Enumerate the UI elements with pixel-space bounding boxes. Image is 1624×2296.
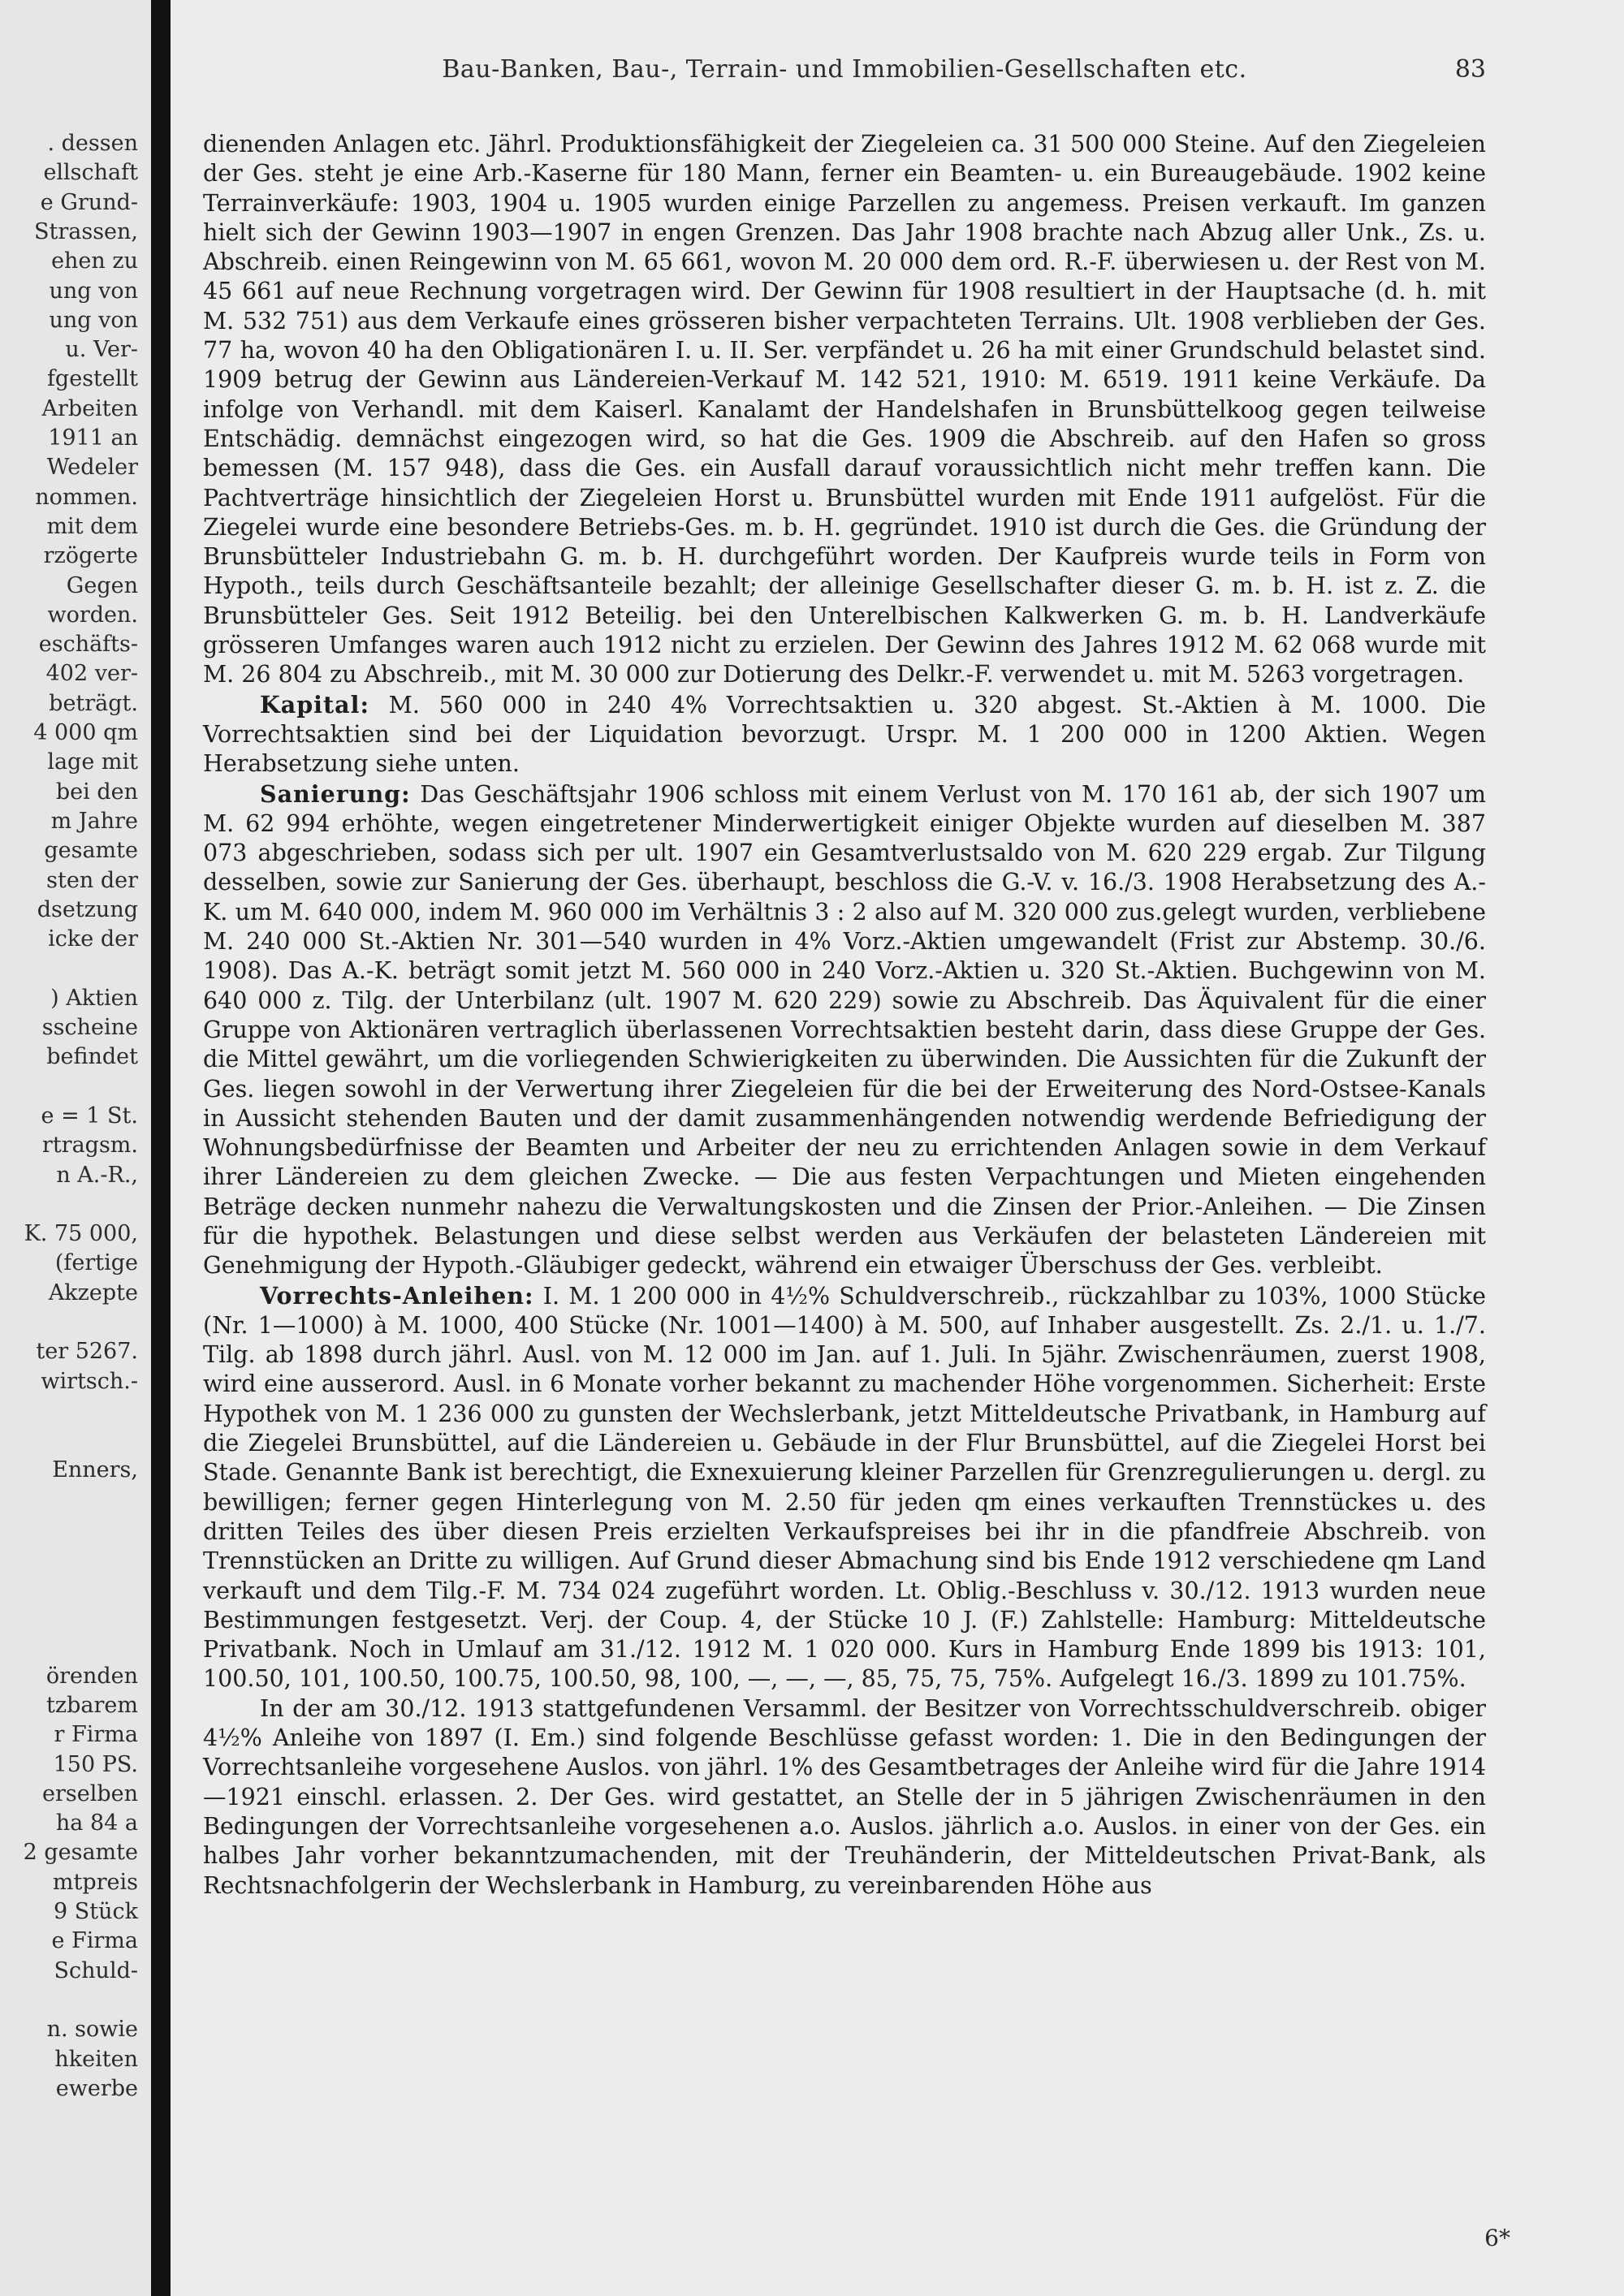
adjacent-page-line: e = 1 St. [41,1103,138,1129]
adjacent-page-line: wirtsch.- [41,1368,138,1394]
adjacent-page-line: ung von [49,278,138,304]
adjacent-page-line: . dessen [47,131,138,156]
vorrechts-heading: Vorrechts-Anleihen: [260,1281,534,1310]
adjacent-page-line: icke der [48,926,138,952]
adjacent-page-line: tzbarem [46,1692,138,1718]
adjacent-page-line: sten der [46,867,138,893]
adjacent-page-line: n. sowie [46,2017,138,2043]
adjacent-page-line: gesamte [44,838,138,864]
vorrechts-text: I. M. 1 200 000 in 4½% Schuldverschreib., rückzahlbar zu 103%, 1000 Stücke (Nr. 1—1000) à M. 1000, 400 Stücke (Nr. 1001—1400) à M. 500, auf Inhaber ausgestellt. Zs. 2./1. u. 1./7. Tilg. ab 1898 durch jährl. Ausl. von M. 12 000 im Jan. auf 1. Juli. In 5jähr. Zwischenräumen, zuerst 1908, wird eine ausserord. Ausl. in 6 Monate vorher bekannt zu machender Höhe vorgenommen. Sicherheit: Erste Hypothek von M. 1 236 000 zu gunsten der Wechslerbank, jetzt Mitteldeutsche Privatbank, in Hamburg auf die Ziegelei Brunsbüttel, auf die Ländereien u. Gebäude in der Flur Brunsbüttel, auf die Ziegelei Horst bei Stade. Genannte Bank ist berechtigt, die Exnexuierung kleiner Parzellen für Grenzregulierungen u. dergl. zu bewilligen; ferner gegen Hinterlegung von M. 2.50 für jeden qm eines verkauften Trennstückes u. des dritten Teiles des über diesen Preis erzielten Verkaufspreises bei ihr in die pfandfreie Abschreib. von Trennstücken an Dritte zu willigen. Auf Grund dieser Abmachung sind bis Ende 1912 verschiedene qm Land verkauft und dem Tilg.-F. M. 734 024 zugeführt worden. Lt. Oblig.-Beschluss v. 30./12. 1913 wurden neue Bestimmungen festgesetzt. Verj. der Coup. 4, der Stücke 10 J. (F.) Zahlstelle: Hamburg: Mitteldeutsche Privatbank. Noch in Umlauf am 31./12. 1912 M. 1 020 000. Kurs in Hamburg Ende 1899 bis 1913: 101, 100.50, 101, 100.50, 100.75, 100.50, 98, 100, —, —, —, 85, 75, 75, 75%. Aufgelegt 16./3. 1899 zu 101.75%. [203,1282,1486,1693]
adjacent-page-line: befindet [46,1044,138,1070]
paragraph-versammlung: In der am 30./12. 1913 stattgefundenen Versamml. der Besitzer von Vorrechtsschuldverschreib. obiger 4½% Anleihe von 1897 (I. Em.) sind folgende Beschlüsse gefasst worden: 1. Die in den Bedingungen der Vorrechtsanleihe vorgesehene Auslos. von jährl. 1% des Gesamtbetrages der Anleihe wird für die Jahre 1914—1921 einschl. erlassen. 2. Der Ges. wird gestattet, an Stelle der in 5 jährigen Zwischenräumen in den Bedingungen der Vorrechtsanleihe vorgesehenen a.o. Auslos. jährlich a.o. Auslos. in einer von der Ges. ein halbes Jahr vorher bekanntzumachenden, mit der Treuhänderin, der Mitteldeutschen Privat-Bank, als Rechtsnachfolgerin der Wechslerbank in Hamburg, zu vereinbarenden Höhe aus [203,1694,1486,1899]
adjacent-page-line: Enners, [52,1457,138,1482]
adjacent-page-line: dsetzung [37,896,138,922]
adjacent-page-line: u. Ver- [65,337,138,363]
adjacent-page-line: ung von [49,307,138,333]
adjacent-page-line: ter 5267. [36,1339,138,1365]
adjacent-page-line: ehen zu [51,248,138,274]
adjacent-page-fragment [0,0,151,2296]
adjacent-page-line: Gegen [66,572,138,598]
adjacent-page-line: rzögerte [43,543,138,569]
page-number: 83 [1454,55,1486,84]
adjacent-page-line: (fertige [54,1250,138,1276]
adjacent-page-line: Wedeler [46,455,138,481]
adjacent-page-line: örenden [45,1663,138,1689]
body-text [203,130,1486,1901]
sanierung-text: Das Geschäftsjahr 1906 schloss mit einem Verlust von M. 170 161 ab, der sich 1907 um M. 62 994 erhöhte, wegen eingetretener Minderwertigkeit einiger Objekte wurden auf dieselben M. 387 073 abgeschrieben, sodass sich per ult. 1907 ein Gesamtverlustsaldo von M. 620 229 ergab. Zur Tilgung desselben, sowie zur Sanierung der Ges. überhaupt, beschloss die G.-V. v. 16./3. 1908 Herabsetzung des A.-K. um M. 640 000, indem M. 960 000 im Verhältnis 3 : 2 also auf M. 320 000 zus.gelegt wurden, verbliebene M. 240 000 St.-Aktien Nr. 301—540 wurden in 4% Vorz.-Aktien umgewandelt (Frist zur Abstemp. 30./6. 1908). Das A.-K. beträgt somit jetzt M. 560 000 in 240 Vorz.-Aktien u. 320 St.-Aktien. Buchgewinn von M. 640 000 z. Tilg. der Unterbilanz (ult. 1907 M. 620 229) sowie zu Abschreib. Das Äquivalent für die einer Gruppe von Aktionären vertraglich überlassenen Vorrechtsaktien besteht darin, dass diese Gruppe der Ges. die Mittel gewährt, um die vorliegenden Schwierigkeiten zu überwinden. Die Aussichten für die Zukunft der Ges. liegen sowohl in der Verwertung ihrer Ziegeleien für die bei der Erweiterung des Nord-Ostsee-Kanals in Aussicht stehenden Bauten und der damit zusammenhängenden notwendig werdende Befriedigung der Wohnungsbedürfnisse der Beamten und Arbeiter der neu zu errichtenden Anlagen sowie in dem Verkauf ihrer Ländereien zu dem gleichen Zwecke. — Die aus festen Verpachtungen und Mieten eingehenden Beträge decken nunmehr nahezu die Verwaltungskosten und die Zinsen der Prior.-Anleihen. — Die Zinsen für die hypothek. Belastungen und diese selbst werden aus Verkäufen der belasteten Ländereien mit Genehmigung der Hypoth.-Gläubiger gedeckt, während ein etwaiger Überschuss der Ges. verbleibt. [203,780,1486,1280]
adjacent-page-line: lage mit [47,749,138,775]
adjacent-page-line: 150 PS. [53,1751,138,1777]
running-title: Bau-Banken, Bau-, Terrain- und Immobilien-Gesellschaften etc. [442,55,1247,84]
paragraph-vorrechts-anleihen [203,1281,1486,1694]
adjacent-page-line: Schuld- [54,1957,138,1983]
adjacent-page-line: ellschaft [43,160,138,186]
adjacent-page-line: 4 000 qm [33,720,138,745]
adjacent-page-line: sscheine [41,1015,138,1040]
adjacent-page-line: 2 gesamte [23,1840,138,1866]
paragraph-sanierung [203,779,1486,1281]
adjacent-page-line: r Firma [54,1722,138,1748]
adjacent-page-line: hkeiten [54,2046,138,2072]
adjacent-page-line: 1911 an [48,425,138,451]
adjacent-page-line: erselben [41,1780,138,1806]
adjacent-page-line: ewerbe [55,2075,138,2101]
adjacent-page-line: n A.-R., [56,1162,138,1188]
adjacent-page-line: 9 Stück [54,1899,138,1924]
adjacent-page-line: fgestellt [46,366,138,392]
adjacent-page-line: m Jahre [50,808,138,834]
adjacent-page-line: K. 75 000, [24,1221,138,1247]
paragraph-intro: dienenden Anlagen etc. Jährl. Produktionsfähigkeit der Ziegeleien ca. 31 500 000 Steine. Auf den Ziegeleien der Ges. steht je eine Arb.-Kaserne für 180 Mann, ferner ein Beamten- u. ein Bureaugebäude. 1902 keine Terrainverkäufe: 1903, 1904 u. 1905 wurden einige Parzellen zu angemess. Preisen verkauft. Im ganzen hielt sich der Gewinn 1903—1907 in engen Grenzen. Das Jahr 1908 brachte nach Abzug aller Unk., Zs. u. Abschreib. einen Reingewinn von M. 65 661, wovon M. 20 000 dem ord. R.-F. überwiesen u. der Rest von M. 45 661 auf neue Rechnung vorgetragen wird. Der Gewinn für 1908 resultiert in der Hauptsache (d. h. mit M. 532 751) aus dem Verkaufe eines grösseren bisher verpachteten Terrains. Ult. 1908 verblieben der Ges. 77 ha, wovon 40 ha den Obligationären I. u. II. Ser. verpfändet u. 26 ha mit einer Grundschuld belastet sind. 1909 betrug der Gewinn aus Ländereien-Verkauf M. 142 521, 1910: M. 6519. 1911 keine Verkäufe. Da infolge von Verhandl. mit dem Kaiserl. Kanalamt der Handelshafen in Brunsbüttelkoog gegen teilweise Entschädig. demnächst eingezogen wird, so hat die Ges. 1909 die Abschreib. auf den Hafen so gross bemessen (M. 157 948), dass die Ges. ein Ausfall darauf voraussichtlich nicht mehr treffen kann. Die Pachtverträge hinsichtlich der Ziegeleien Horst u. Brunsbüttel wurden mit Ende 1911 aufgelöst. Für die Ziegelei wurde eine besondere Betriebs-Ges. m. b. H. gegründet. 1910 ist durch die Ges. die Gründung der Brunsbütteler Industriebahn G. m. b. H. durchgeführt worden. Der Kaufpreis wurde teils in Form von Hypoth., teils durch Geschäftsanteile bezahlt; der alleinige Gesellschafter dieser G. m. b. H. ist z. Z. die Brunsbütteler Ges. Seit 1912 Beteilig. bei den Unterelbischen Kalkwerken G. m. b. H. Landverkäufe grösseren Umfanges waren auch 1912 nicht zu erzielen. Der Gewinn des Jahres 1912 M. 62 068 wurde mit M. 26 804 zu Abschreib., mit M. 30 000 zur Dotierung des Delkr.-F. verwendet u. mit M. 5263 vorgetragen. [203,131,1486,688]
adjacent-page-line: bei den [55,779,138,805]
adjacent-page-line: Strassen, [33,218,138,244]
adjacent-page-line: rtragsm. [41,1133,138,1159]
adjacent-page-line: ) Aktien [50,985,138,1011]
adjacent-page-line: mit dem [46,513,138,539]
book-gutter [151,0,171,2296]
kapital-heading: Kapital: [260,690,369,719]
adjacent-page-line: beträgt. [49,690,138,716]
adjacent-page-line: Akzepte [48,1280,138,1306]
adjacent-page-line: 402 ver- [45,661,138,687]
signature-mark: 6* [1484,2225,1510,2251]
adjacent-page-line: e Grund- [40,189,138,215]
running-header [203,55,1486,88]
paragraph-kapital [203,690,1486,779]
adjacent-page-line: ha 84 a [55,1810,138,1836]
adjacent-page-line: Arbeiten [41,395,138,421]
adjacent-page-line: eschäfts- [38,632,138,658]
kapital-text: M. 560 000 in 240 4% Vorrechtsaktien u. 320 abgest. St.-Aktien à M. 1000. Die Vorrechtsaktien sind bei der Liquidation bevorzugt. Urspr. M. 1 200 000 in 1200 Aktien. Wegen Herabsetzung siehe unten. [203,691,1486,778]
adjacent-page-line: nommen. [35,484,138,510]
adjacent-page-line: mtpreis [52,1869,138,1895]
adjacent-page-line: worden. [47,602,138,628]
sanierung-heading: Sanierung: [260,779,411,808]
adjacent-page-line: e Firma [51,1928,138,1954]
